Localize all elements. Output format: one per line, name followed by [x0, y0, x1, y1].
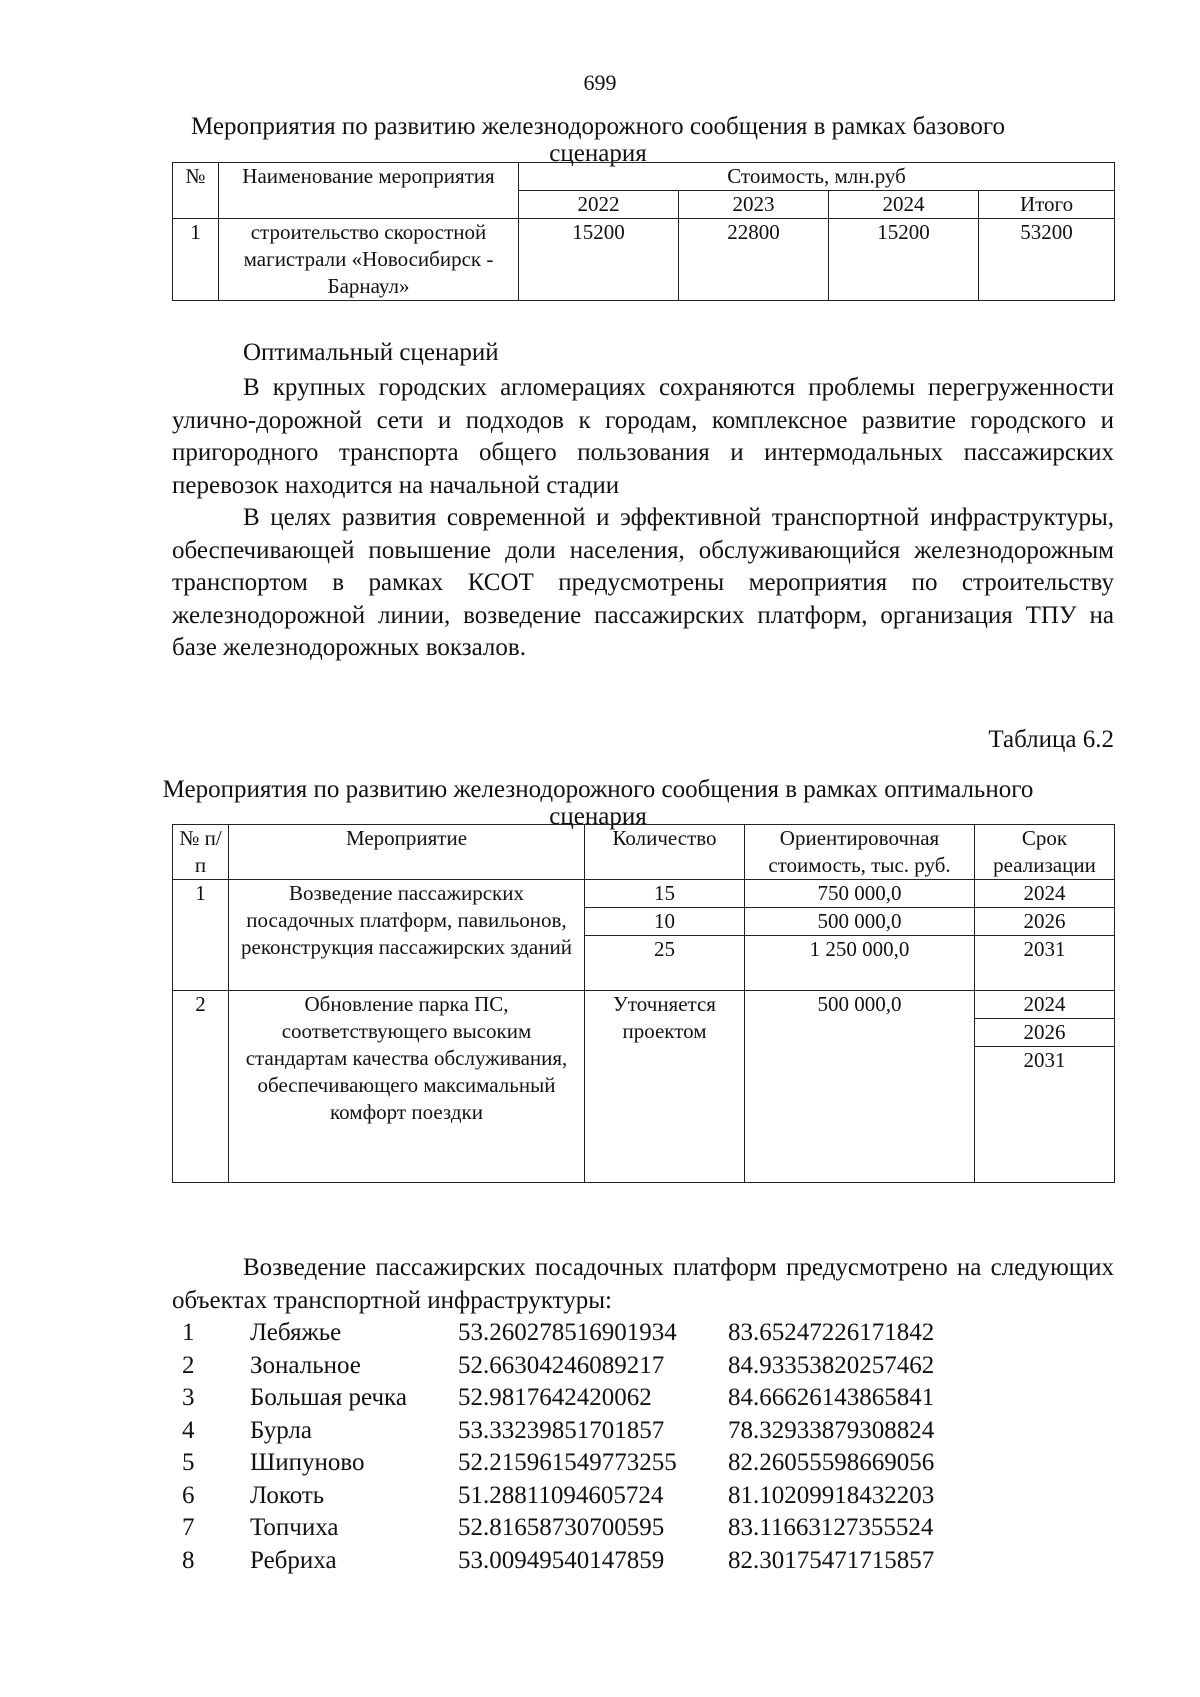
- paragraph-2: В целях развития современной и эффективной транспортной инфраструктуры, обеспечивающей повышение доли населения, обслуживающийся железнодорожным транспортом в рамках КСОТ предусмотрены мероприятия по строительству железнодорожной линии, возведение пассажирских платформ, организация ТПУ на базе железнодорожных вокзалов.: [172, 504, 1114, 661]
- table2-cell-cost: 500 000,0: [745, 908, 975, 936]
- list-item: [172, 1415, 934, 1448]
- table1-caption: Мероприятия по развитию железнодорожного сообщения в рамках базового сценария: [191, 113, 1005, 167]
- list-item-lon: 83.11663127355524: [728, 1514, 934, 1541]
- table2: [172, 824, 1115, 1183]
- table2-cell-num: 1: [173, 880, 229, 991]
- list-item: [172, 1447, 934, 1480]
- list-item-lat: 53.00949540147859: [458, 1546, 665, 1574]
- list-item-name: Топчиха: [250, 1514, 339, 1541]
- list-item-num: 2: [182, 1351, 195, 1379]
- table2-cell-term: 2024: [975, 991, 1115, 1019]
- table2-cell-term: 2026: [975, 908, 1115, 936]
- table1-header-num: №: [173, 163, 219, 219]
- list-item-num: 8: [182, 1546, 195, 1574]
- platforms-list: [172, 1317, 934, 1577]
- table2-header-num: № п/п: [173, 825, 229, 880]
- list-item-name: Лебяжье: [250, 1319, 342, 1346]
- table1-header-year: 2023: [679, 191, 829, 219]
- list-item-num: 7: [182, 1514, 195, 1541]
- list-item-lon: 84.93353820257462: [728, 1351, 935, 1379]
- list-item-lon: 83.65247226171842: [728, 1319, 935, 1346]
- list-item: [172, 1382, 934, 1415]
- table-row: [173, 219, 1115, 301]
- table2-cell-activity: Обновление парка ПС, соответствующего высоким стандартам качества обслуживания, обеспечивающего максимальный комфорт поездки: [229, 991, 585, 1183]
- table1-header-cost: Стоимость, млн.руб: [519, 163, 1115, 191]
- list-item-name: Большая речка: [250, 1384, 407, 1411]
- table1-cell-value: 15200: [519, 219, 679, 301]
- list-item-num: 1: [182, 1319, 195, 1346]
- table2-cell-cost: 750 000,0: [745, 880, 975, 908]
- list-item-lon: 82.30175471715857: [728, 1546, 935, 1574]
- table2-cell-term: 2024: [975, 880, 1115, 908]
- table1-header-name: Наименование мероприятия: [219, 163, 519, 219]
- list-item-name: Шипуново: [250, 1449, 365, 1476]
- list-item-name: Ребриха: [250, 1546, 337, 1574]
- table2-cell-cost: 1 250 000,0: [745, 936, 975, 991]
- table2-cell-num: 2: [173, 991, 229, 1183]
- list-item-lon: 84.66626143865841: [728, 1384, 935, 1411]
- table2-header-cost: Ориентировочная стоимость, тыс. руб.: [745, 825, 975, 880]
- list-item-lon: 81.10209918432203: [728, 1481, 935, 1509]
- table2-cell-activity: Возведение пассажирских посадочных платформ, павильонов, реконструкция пассажирских зданий: [229, 880, 585, 991]
- table-row: [173, 991, 1115, 1019]
- table1-cell-value: 15200: [829, 219, 979, 301]
- table1-header-year: 2022: [519, 191, 679, 219]
- table2-cell-quantity: 25: [585, 936, 745, 991]
- table2-label: Таблица 6.2: [988, 726, 1114, 753]
- list-item-lat: 52.215961549773255: [458, 1449, 677, 1476]
- table1-cell-num: 1: [173, 219, 219, 301]
- list-item-lat: 51.28811094605724: [458, 1481, 664, 1509]
- list-item: [172, 1545, 934, 1578]
- list-item-name: Бурла: [250, 1416, 312, 1444]
- table2-cell-term: 2026: [975, 1019, 1115, 1047]
- section-heading: Оптимальный сценарий: [243, 339, 499, 366]
- table2-cell-cost: 500 000,0: [745, 991, 975, 1183]
- platforms-intro: Возведение пассажирских посадочных платформ предусмотрено на следующих объектах транспортной инфраструктуры:: [172, 1254, 1114, 1314]
- list-item: [172, 1350, 934, 1383]
- paragraph-1: В крупных городских агломерациях сохраняются проблемы перегруженности улично-дорожной сети и подходов к городам, комплексное развитие городского и пригородного транспорта общего пользования и интермодальных пассажирских перевозок находится на начальной стадии: [172, 374, 1114, 499]
- list-item-lat: 52.81658730700595: [458, 1514, 665, 1541]
- table1-cell-value: 22800: [679, 219, 829, 301]
- list-item-name: Зональное: [250, 1351, 361, 1379]
- table2-cell-term: 2031: [975, 936, 1115, 991]
- table1-header-year: 2024: [829, 191, 979, 219]
- list-item-num: 4: [182, 1416, 195, 1444]
- table1-cell-value: 53200: [979, 219, 1115, 301]
- table2-header-term: Срок реализации: [975, 825, 1115, 880]
- list-item: [172, 1480, 934, 1513]
- list-item-name: Локоть: [250, 1481, 325, 1509]
- list-item: [172, 1317, 934, 1350]
- list-item: [172, 1512, 934, 1545]
- list-item-num: 5: [182, 1449, 195, 1476]
- table1: [172, 162, 1115, 301]
- table1-header-total: Итого: [979, 191, 1115, 219]
- list-item-lat: 52.9817642420062: [458, 1384, 652, 1411]
- list-item-lon: 82.26055598669056: [728, 1449, 935, 1476]
- table2-cell-quantity: Уточняется проектом: [585, 991, 745, 1183]
- table2-cell-quantity: 15: [585, 880, 745, 908]
- list-item-lon: 78.32933879308824: [728, 1416, 935, 1444]
- page-number: 699: [583, 70, 617, 95]
- table2-header-quantity: Количество: [585, 825, 745, 880]
- table2-cell-quantity: 10: [585, 908, 745, 936]
- table2-cell-term: 2031: [975, 1047, 1115, 1183]
- table-row: [173, 880, 1115, 908]
- table2-header-activity: Мероприятие: [229, 825, 585, 880]
- list-item-lat: 53.33239851701857: [458, 1416, 665, 1444]
- table1-cell-name: строительство скоростной магистрали «Новосибирск - Барнаул»: [219, 219, 519, 301]
- list-item-lat: 52.66304246089217: [458, 1351, 665, 1379]
- list-item-lat: 53.260278516901934: [458, 1319, 677, 1346]
- list-item-num: 6: [182, 1481, 195, 1509]
- list-item-num: 3: [182, 1384, 195, 1411]
- table2-caption: Мероприятия по развитию железнодорожного сообщения в рамках оптимального сценария: [162, 776, 1034, 830]
